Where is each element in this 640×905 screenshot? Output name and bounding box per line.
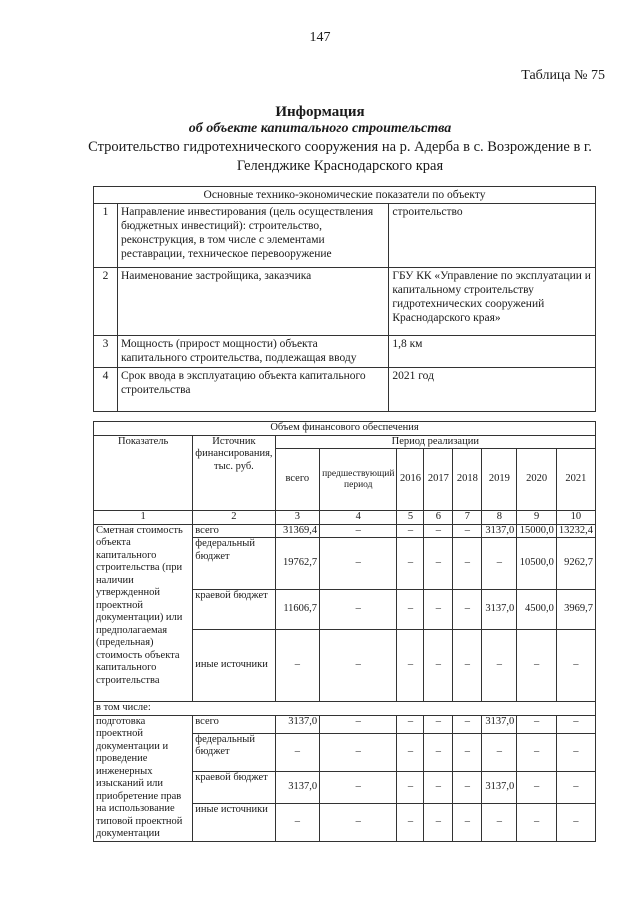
value-cell: – bbox=[397, 524, 424, 538]
col-number: 6 bbox=[424, 511, 453, 525]
col-number: 5 bbox=[397, 511, 424, 525]
value-cell: 3137,0 bbox=[275, 771, 320, 803]
col-year: 2020 bbox=[517, 449, 557, 511]
row-number: 3 bbox=[94, 336, 118, 368]
row-number: 1 bbox=[94, 204, 118, 268]
value-cell: – bbox=[424, 715, 453, 733]
value-cell: – bbox=[320, 771, 397, 803]
col-source: Источник финансирования, тыс. руб. bbox=[193, 435, 275, 511]
source-label: федеральный бюджет bbox=[193, 538, 275, 590]
value-cell: – bbox=[453, 715, 482, 733]
value-cell: 3137,0 bbox=[275, 715, 320, 733]
indicator-name: Наименование застройщика, заказчика bbox=[117, 268, 388, 336]
value-cell: 9262,7 bbox=[556, 538, 595, 590]
value-cell: – bbox=[320, 524, 397, 538]
value-cell: – bbox=[482, 538, 517, 590]
including-label: в том числе: bbox=[94, 702, 596, 716]
table-number: Таблица № 75 bbox=[521, 68, 605, 83]
col-prev-period: предшествующий период bbox=[320, 449, 397, 511]
value-cell: 3137,0 bbox=[482, 524, 517, 538]
table-row bbox=[94, 702, 596, 716]
value-cell: – bbox=[517, 771, 557, 803]
value-cell: – bbox=[320, 715, 397, 733]
source-label: иные источники bbox=[193, 803, 275, 841]
indicator-value: 2021 год bbox=[389, 368, 596, 412]
col-number: 7 bbox=[453, 511, 482, 525]
value-cell: – bbox=[453, 733, 482, 771]
col-period: Период реализации bbox=[275, 435, 595, 449]
value-cell: – bbox=[397, 590, 424, 630]
source-label: всего bbox=[193, 715, 275, 733]
source-label: краевой бюджет bbox=[193, 590, 275, 630]
value-cell: – bbox=[275, 733, 320, 771]
document-subtitle: об объекте капитального строительства bbox=[188, 121, 452, 136]
value-cell: – bbox=[275, 803, 320, 841]
source-label: федеральный бюджет bbox=[193, 733, 275, 771]
value-cell: – bbox=[453, 590, 482, 630]
col-indicator: Показатель bbox=[94, 435, 193, 511]
value-cell: 3137,0 bbox=[482, 771, 517, 803]
value-cell: – bbox=[517, 715, 557, 733]
indicators-table bbox=[93, 186, 596, 412]
table-row bbox=[94, 715, 596, 733]
col-year: 2018 bbox=[453, 449, 482, 511]
row-number: 2 bbox=[94, 268, 118, 336]
value-cell: – bbox=[424, 630, 453, 702]
value-cell: – bbox=[556, 733, 595, 771]
value-cell: – bbox=[320, 733, 397, 771]
value-cell: – bbox=[397, 538, 424, 590]
value-cell: – bbox=[482, 630, 517, 702]
value-cell: – bbox=[453, 538, 482, 590]
col-number: 8 bbox=[482, 511, 517, 525]
col-number: 4 bbox=[320, 511, 397, 525]
source-label: всего bbox=[193, 524, 275, 538]
col-number: 3 bbox=[275, 511, 320, 525]
indicator-value: 1,8 км bbox=[389, 336, 596, 368]
source-label: иные источники bbox=[193, 630, 275, 702]
col-total: всего bbox=[275, 449, 320, 511]
indicator-value: строительство bbox=[389, 204, 596, 268]
value-cell: – bbox=[397, 630, 424, 702]
value-cell: – bbox=[275, 630, 320, 702]
indicator-name: Мощность (прирост мощности) объекта капитального строительства, подлежащая вводу bbox=[117, 336, 388, 368]
indicator-value: ГБУ КК «Управление по эксплуатации и капитальному строительству гидротехнических сооружений Краснодарского края» bbox=[389, 268, 596, 336]
value-cell: – bbox=[397, 771, 424, 803]
value-cell: – bbox=[556, 630, 595, 702]
value-cell: – bbox=[482, 733, 517, 771]
value-cell: 3137,0 bbox=[482, 590, 517, 630]
value-cell: 13232,4 bbox=[556, 524, 595, 538]
value-cell: – bbox=[424, 590, 453, 630]
column-numbers-row bbox=[94, 511, 596, 525]
value-cell: 19762,7 bbox=[275, 538, 320, 590]
value-cell: – bbox=[397, 715, 424, 733]
table-row bbox=[94, 204, 596, 268]
value-cell: – bbox=[556, 715, 595, 733]
value-cell: – bbox=[320, 538, 397, 590]
value-cell: – bbox=[424, 771, 453, 803]
value-cell: – bbox=[397, 733, 424, 771]
value-cell: – bbox=[453, 524, 482, 538]
value-cell: – bbox=[424, 803, 453, 841]
value-cell: – bbox=[320, 803, 397, 841]
col-year: 2016 bbox=[397, 449, 424, 511]
value-cell: – bbox=[424, 524, 453, 538]
value-cell: – bbox=[517, 733, 557, 771]
value-cell: 3969,7 bbox=[556, 590, 595, 630]
value-cell: 15000,0 bbox=[517, 524, 557, 538]
indicators-header: Основные технико-экономические показатели по объекту bbox=[94, 187, 596, 204]
indicator-name: Направление инвестирования (цель осуществления бюджетных инвестиций): строительство, реконструкция, в том числе с элементами реставрации, техническое перевооружение bbox=[117, 204, 388, 268]
value-cell: – bbox=[320, 630, 397, 702]
value-cell: 3137,0 bbox=[482, 715, 517, 733]
indicator-name: Срок ввода в эксплуатацию объекта капитального строительства bbox=[117, 368, 388, 412]
value-cell: – bbox=[397, 803, 424, 841]
col-year: 2019 bbox=[482, 449, 517, 511]
col-number: 2 bbox=[193, 511, 275, 525]
finance-header: Объем финансового обеспечения bbox=[94, 422, 596, 436]
table-row bbox=[94, 368, 596, 412]
value-cell: – bbox=[424, 538, 453, 590]
source-label: краевой бюджет bbox=[193, 771, 275, 803]
object-name: Строительство гидротехнического сооружения на р. Адерба в с. Возрождение в г. Геленджике Краснодарского края bbox=[88, 139, 592, 174]
page-number: 147 bbox=[309, 30, 331, 45]
table-row bbox=[94, 524, 596, 538]
row-number: 4 bbox=[94, 368, 118, 412]
value-cell: – bbox=[453, 630, 482, 702]
document-title: Информация bbox=[275, 104, 365, 120]
value-cell: – bbox=[517, 630, 557, 702]
col-number: 1 bbox=[94, 511, 193, 525]
col-year: 2021 bbox=[556, 449, 595, 511]
value-cell: – bbox=[556, 771, 595, 803]
col-year: 2017 bbox=[424, 449, 453, 511]
table-row bbox=[94, 336, 596, 368]
col-number: 9 bbox=[517, 511, 557, 525]
value-cell: – bbox=[320, 590, 397, 630]
value-cell: 11606,7 bbox=[275, 590, 320, 630]
value-cell: – bbox=[453, 771, 482, 803]
value-cell: 4500,0 bbox=[517, 590, 557, 630]
value-cell: 10500,0 bbox=[517, 538, 557, 590]
table-row bbox=[94, 268, 596, 336]
value-cell: – bbox=[424, 733, 453, 771]
col-number: 10 bbox=[556, 511, 595, 525]
finance-table bbox=[93, 421, 596, 842]
group-label: Сметная стоимость объекта капитального строительства (при наличии утвержденной проектной документации) или предполагаемая (предельная) стоимость объекта капитального строительства bbox=[94, 524, 193, 702]
value-cell: – bbox=[517, 803, 557, 841]
value-cell: – bbox=[453, 803, 482, 841]
group-label: подготовка проектной документации и проведение инженерных изысканий или приобретение прав на использование типовой проектной документации bbox=[94, 715, 193, 841]
value-cell: – bbox=[556, 803, 595, 841]
value-cell: 31369,4 bbox=[275, 524, 320, 538]
value-cell: – bbox=[482, 803, 517, 841]
